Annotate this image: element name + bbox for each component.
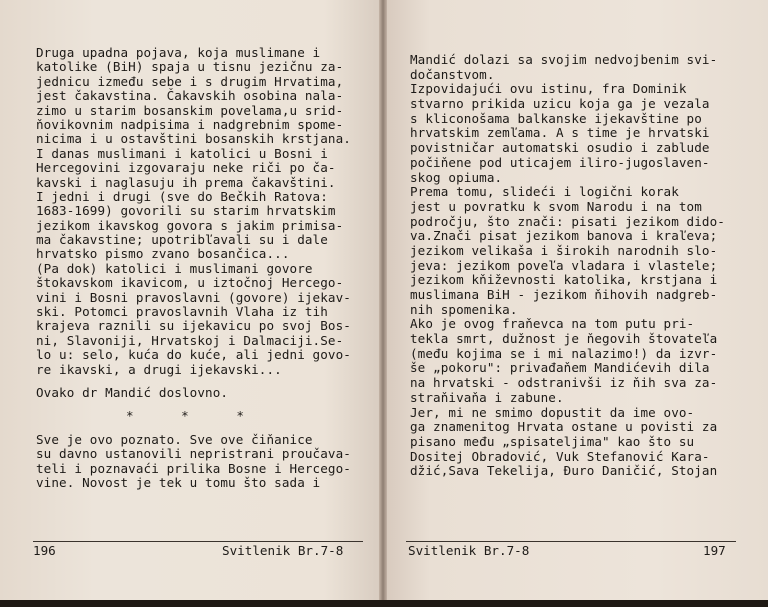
text-line: 1683-1699) govorili su starim hrvatskim (36, 203, 336, 219)
text-line: Ako je ovog fraňevca na tom putu pri- (410, 316, 695, 332)
text-line: jednicu između sebe i s drugim Hrvatima, (36, 73, 344, 89)
text-line: (među kojima se i mi nalazimo!) da izvr- (410, 345, 718, 361)
text-line: re ikavski, a drugi ijekavski... (36, 361, 282, 377)
text-line: še „pokoru": privađaňem Mandićevih dila (410, 360, 710, 376)
right-page-body (410, 53, 725, 479)
text-line: jest čakavstina. Čakavskih osobina nala- (36, 88, 344, 104)
text-line: počiňene pod uticajem iliro-jugoslaven- (410, 154, 710, 170)
footer-rule-left (33, 541, 363, 542)
text-line: lo u: selo, kuća do kuće, ali jedni govo- (36, 347, 351, 363)
page-number-left: 196 (33, 543, 56, 558)
running-title-left: Svitlenik Br.7-8 (222, 543, 344, 558)
text-line: Hercegovini izgovaraju neke riči po ča- (36, 160, 336, 176)
running-title-right: Svitlenik Br.7-8 (408, 543, 530, 558)
text-line: nicima i u ostavštini bosanskih krstjana. (36, 131, 351, 147)
book-edge-shadow (0, 600, 768, 607)
text-line: vini i Bosni pravoslavni (govore) ijekav- (36, 289, 351, 305)
text-line: ňovikovnim nadpisima i nadgrebnim spome- (36, 116, 344, 132)
text-line: s kliconošama balkanske ijekavštine po (410, 110, 702, 126)
text-line: Druga upadna pojava, koja muslimane i (36, 45, 321, 60)
text-line: Dositej Obradović, Vuk Stefanović Kara- (410, 448, 710, 464)
text-line: tekla smrt, dužnost je ňegovih štovateľa (410, 331, 718, 347)
text-line: muslimana BiH - jezikom ňihovih nadgreb- (410, 287, 718, 302)
text-line: nih spomenika. (410, 301, 518, 317)
text-line: jezikom velikaša i širokih narodnih slo- (410, 242, 718, 258)
text-line: džić,Sava Tekelija, Đuro Daničić, Stojan (410, 463, 718, 479)
footer-rule-right (406, 541, 736, 542)
text-line: Jer, mi ne smimo dopustit da ime ovo- (410, 404, 695, 420)
text-line: jezikom kňiževnosti katolika, krstjana i (410, 272, 718, 288)
left-page-body (36, 46, 351, 490)
section-separator: * * * (126, 408, 264, 424)
text-line: krajeva raznili su ijekavicu po svoj Bos- (36, 318, 351, 334)
page-number-right: 197 (703, 543, 726, 558)
text-line: na hrvatski - odstranivši iz ňih sva za- (410, 375, 718, 391)
text-line: va.Znači pisat jezikom banova i kraľeva; (410, 228, 718, 244)
text-line: su davno ustanovili nepristrani proučava- (36, 446, 351, 462)
text-line: I danas muslimani i katolici u Bosni i (36, 145, 328, 161)
text-line: Izpovidajući ovu istinu, fra Dominik (410, 81, 687, 97)
attribution-line: Ovako dr Mandić doslovno. (36, 384, 229, 400)
text-line: (Pa dok) katolici i muslimani govore (36, 260, 313, 276)
text-line: jeva: jezikom poveľa vladara i vlastele; (410, 257, 718, 273)
text-line: skog opiuma. (410, 169, 503, 185)
text-line: ski. Potomci pravoslavnih Vlaha iz tih (36, 304, 328, 320)
text-line: ga znamenitog Hrvata ostane u povisti za (410, 419, 718, 435)
text-line: I jedni i drugi (sve do Bečkih Ratova: (36, 188, 328, 204)
text-line: štokavskom ikavicom, u iztočnoj Hercego- (36, 275, 344, 291)
text-line: jezikom ikavskog govora s jakim primisa- (36, 217, 344, 233)
text-line: Mandić dolazi sa svojim nedvojbenim svi- (410, 52, 718, 67)
text-line: katolike (BiH) spaja u tisnu jezičnu za- (36, 59, 344, 75)
text-line: jest u povratku k svom Narodu i na tom (410, 198, 702, 214)
text-line: ni, Slavoniji, Hrvatskoj i Dalmaciji.Se- (36, 332, 344, 348)
text-line: dočanstvom. (410, 66, 495, 82)
text-line: hrvatsko pismo zvano bosančica... (36, 246, 290, 262)
text-line: kavski i naglasuju ih prema čakavštini. (36, 174, 336, 190)
text-line: pisano među „spisateljima" kao što su (410, 433, 695, 449)
text-line: straňivaňa i zabune. (410, 389, 564, 405)
text-line: vine. Novost je tek u tomu što sada i (36, 474, 321, 490)
text-line: zimo u starim bosanskim povelama,u srid- (36, 102, 344, 118)
book-gutter (379, 0, 387, 600)
text-line: Sve je ovo poznato. Sve ove čiňanice (36, 431, 313, 447)
text-line: povistničar automatski osudio i zablude (410, 140, 710, 156)
text-line: hrvatskim zemľama. A s time je hrvatski (410, 125, 710, 141)
text-line: področju, što znači: pisati jezikom dido- (410, 213, 725, 229)
text-line: stvarno prikida uzicu koja ga je vezala (410, 96, 710, 112)
text-line: ma čakavstine; upotribľavali su i dale (36, 232, 328, 248)
text-line: teli i poznavaći prilika Bosne i Hercego- (36, 460, 351, 476)
text-line: Prema tomu, slideći i logični korak (410, 184, 679, 200)
